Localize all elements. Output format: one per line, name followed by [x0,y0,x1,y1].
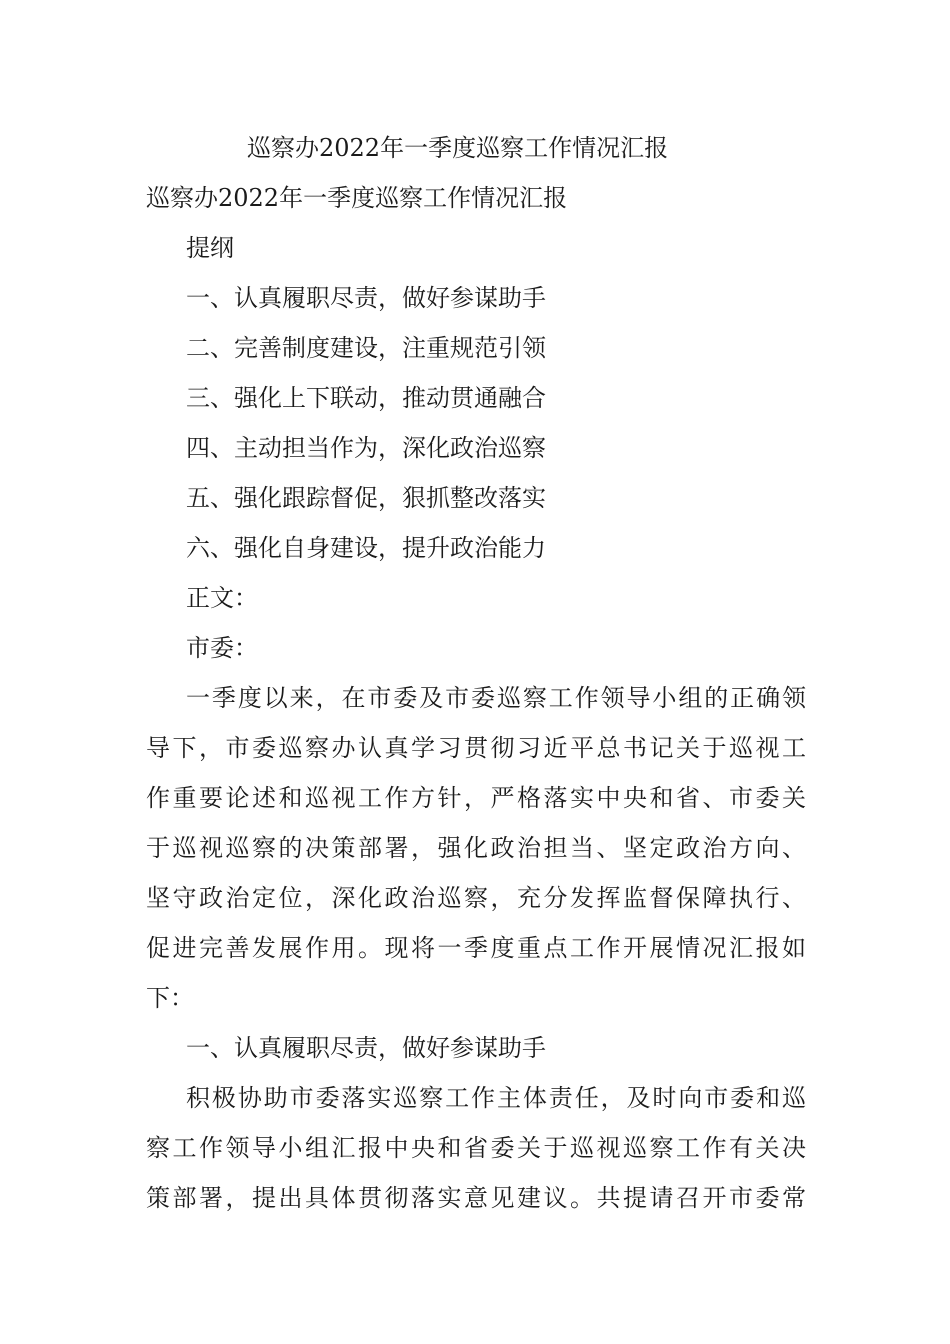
outline-item: 五、强化跟踪督促，狠抓整改落实 [186,484,546,512]
outline-label: 提纲 [186,234,234,262]
section-heading: 一、认真履职尽责，做好参谋助手 [186,1034,546,1062]
outline-item: 六、强化自身建设，提升政治能力 [186,534,546,562]
document-title: 巡察办2022年一季度巡察工作情况汇报 [247,134,669,162]
paragraph-line: 坚守政治定位，深化政治巡察，充分发挥监督保障执行、 [146,884,806,912]
paragraph-line: 下： [146,984,194,1012]
document-subtitle: 巡察办2022年一季度巡察工作情况汇报 [146,184,568,212]
paragraph-line: 策部署，提出具体贯彻落实意见建议。共提请召开市委常 [146,1184,806,1212]
paragraph-line: 于巡视巡察的决策部署，强化政治担当、坚定政治方向、 [146,834,806,862]
paragraph-line: 导下，市委巡察办认真学习贯彻习近平总书记关于巡视工 [146,734,806,762]
paragraph-line: 察工作领导小组汇报中央和省委关于巡视巡察工作有关决 [146,1134,806,1162]
paragraph-line: 积极协助市委落实巡察工作主体责任，及时向市委和巡 [186,1084,806,1112]
outline-item: 一、认真履职尽责，做好参谋助手 [186,284,546,312]
paragraph-line: 促进完善发展作用。现将一季度重点工作开展情况汇报如 [146,934,806,962]
paragraph-line: 一季度以来，在市委及市委巡察工作领导小组的正确领 [186,684,806,712]
paragraph-line: 作重要论述和巡视工作方针，严格落实中央和省、市委关 [146,784,806,812]
salutation: 市委： [186,634,258,662]
outline-item: 三、强化上下联动，推动贯通融合 [186,384,546,412]
body-label: 正文： [186,584,258,612]
outline-item: 二、完善制度建设，注重规范引领 [186,334,546,362]
outline-item: 四、主动担当作为，深化政治巡察 [186,434,546,462]
